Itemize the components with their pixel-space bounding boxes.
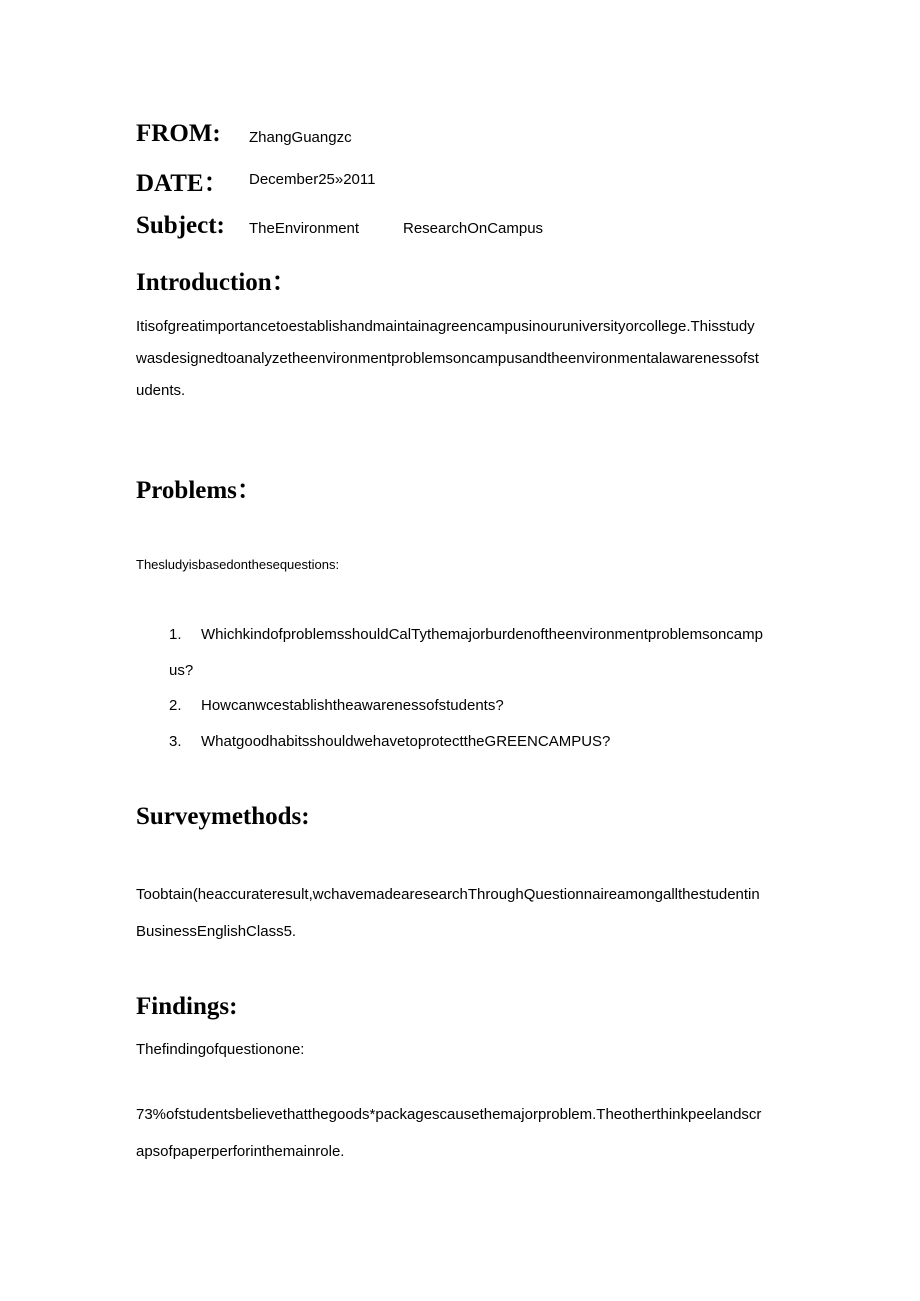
survey-methods-paragraph — [136, 876, 760, 950]
survey-line: Toobtain(heaccurateresult,wchavemadearesearchThroughQuestionnaireamongallthestudentin — [136, 886, 760, 903]
survey-methods-heading: Surveymethods: — [136, 803, 310, 830]
question-1-continuation: us? — [169, 662, 194, 679]
findings-subheading: Thefindingofquestionone: — [136, 1041, 305, 1058]
subject-value-part2: ResearchOnCampus — [403, 220, 544, 237]
question-3-number: 3. — [169, 733, 182, 750]
problems-heading: Problems： — [136, 477, 262, 504]
question-1-number: 1. — [169, 626, 182, 643]
subject-value-part1: TheEnvironment — [249, 220, 360, 237]
introduction-paragraph — [136, 311, 759, 407]
question-3-text: WhatgoodhabitsshouldwehavetoprotecttheGREENCAMPUS? — [201, 733, 611, 750]
from-value: ZhangGuangzc — [249, 129, 352, 146]
subject-label: Subject: — [136, 212, 225, 239]
introduction-line: wasdesignedtoanalyzetheenvironmentproblemsoncampusandtheenvironmentalawarenessofst — [136, 350, 759, 367]
survey-line: BusinessEnglishClass5. — [136, 923, 297, 940]
question-2-number: 2. — [169, 697, 182, 714]
introduction-line: Itisofgreatimportancetoestablishandmaintainagreencampusinouruniversityorcollege.Thisstudy — [136, 318, 755, 335]
introduction-line: udents. — [136, 382, 186, 399]
findings-paragraph — [136, 1096, 761, 1170]
question-1-text: WhichkindofproblemsshouldCalTythemajorburdenoftheenvironmentproblemsoncamp — [201, 626, 763, 643]
introduction-heading: Introduction： — [136, 269, 297, 296]
problems-intro: Thesludyisbasedonthesequestions: — [136, 557, 340, 572]
findings-line: 73%ofstudentsbelievethatthegoods*packagescausethemajorproblem.Theotherthinkpeelandscr — [136, 1106, 762, 1123]
from-label: FROM: — [136, 120, 221, 147]
question-2-text: Howcanwcestablishtheawarenessofstudents? — [201, 697, 504, 714]
date-value: December25»2011 — [249, 171, 376, 188]
date-label: DATE： — [136, 170, 229, 197]
findings-line: apsofpaperperforinthemainrole. — [136, 1143, 345, 1160]
findings-heading: Findings: — [136, 993, 238, 1020]
